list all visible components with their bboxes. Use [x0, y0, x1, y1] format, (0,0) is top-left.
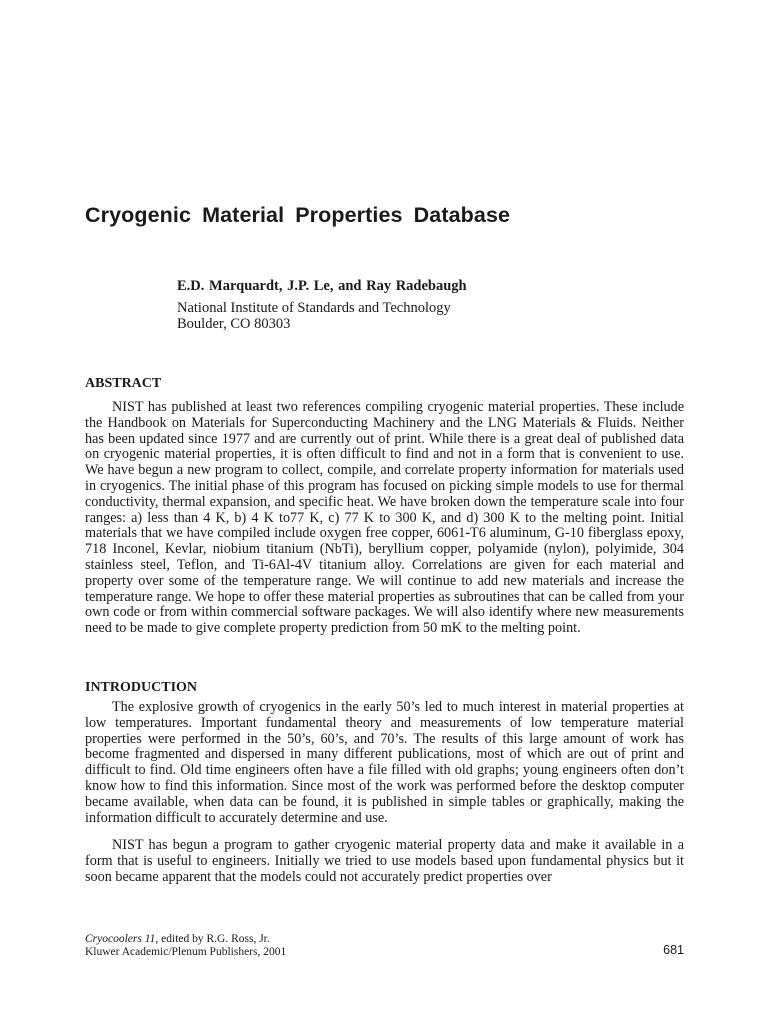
author-list: E.D. Marquardt, J.P. Le, and Ray Radebaugh: [177, 278, 467, 294]
affiliation-location: Boulder, CO 80303: [177, 316, 291, 332]
abstract-text: NIST has published at least two references compiling cryogenic material properties. These include the Handbook on Materials for Superconducting Machinery and the LNG Materials & Fluids. Neither has been updated since 1977 and are currently out of print. While there is a great deal of published data on cryogenic material properties, it is often difficult to find and not in a form that is convenient to use. We have begun a new program to collect, compile, and correlate property information for materials used in cryogenics. The initial phase of this program has focused on picking simple models to use for thermal conductivity, thermal expansion, and specific heat. We have broken down the temperature scale into four ranges: a) less than 4 K, b) 4 K to77 K, c) 77 K to 300 K, and d) 300 K to the melting point. Initial materials that we have compiled include oxygen free copper, 6061-T6 aluminum, G-10 fiberglass epoxy, 718 Inconel, Kevlar, niobium titanium (NbTi), beryllium copper, polyamide (nylon), polyimide, 304 stainless steel, Teflon, and Ti-6Al-4V titanium alloy. Correlations are given for each material and property over some of the temperature range. We will continue to add new materials and increase the temperature range. We hope to offer these material properties as subroutines that can be called from your own code or from within commercial software packages. We will also identify where new measurements need to be made to give complete property prediction from 50 mK to the melting point.: [85, 399, 684, 637]
publisher-line: Kluwer Academic/Plenum Publishers, 2001: [85, 946, 287, 958]
abstract-heading: ABSTRACT: [85, 376, 162, 391]
book-editor: edited by R.G. Ross, Jr.: [158, 933, 270, 945]
affiliation-institution: National Institute of Standards and Technology: [177, 300, 451, 316]
introduction-paragraph-1: The explosive growth of cryogenics in the early 50’s led to much interest in material properties at low temperatures. Important fundamental theory and measurements of low temperature material properties were performed in the 50’s, 60’s, and 70’s. The results of this large amount of work has become fragmented and dispersed in many different publications, most of which are out of print and difficult to find. Old time engineers often have a file filled with old graphs; young engineers often don’t know how to find this information. Since most of the work was performed before the desktop computer became available, when data can be found, it is published in simple tables or graphically, making the information difficult to accurately determine and use.: [85, 699, 684, 826]
citation-line-1: [85, 933, 286, 946]
citation-footer: [85, 933, 286, 959]
introduction-paragraph-2: NIST has begun a program to gather cryogenic material property data and make it available in a form that is useful to engineers. Initially we tried to use models based upon fundamental physics but it soon became apparent that the models could not accurately predict properties over: [85, 837, 684, 885]
page-number: 681: [663, 943, 684, 957]
introduction-heading: INTRODUCTION: [85, 680, 198, 695]
paper-title: Cryogenic Material Properties Database: [85, 203, 511, 227]
book-title: Cryocoolers 11,: [85, 933, 159, 945]
